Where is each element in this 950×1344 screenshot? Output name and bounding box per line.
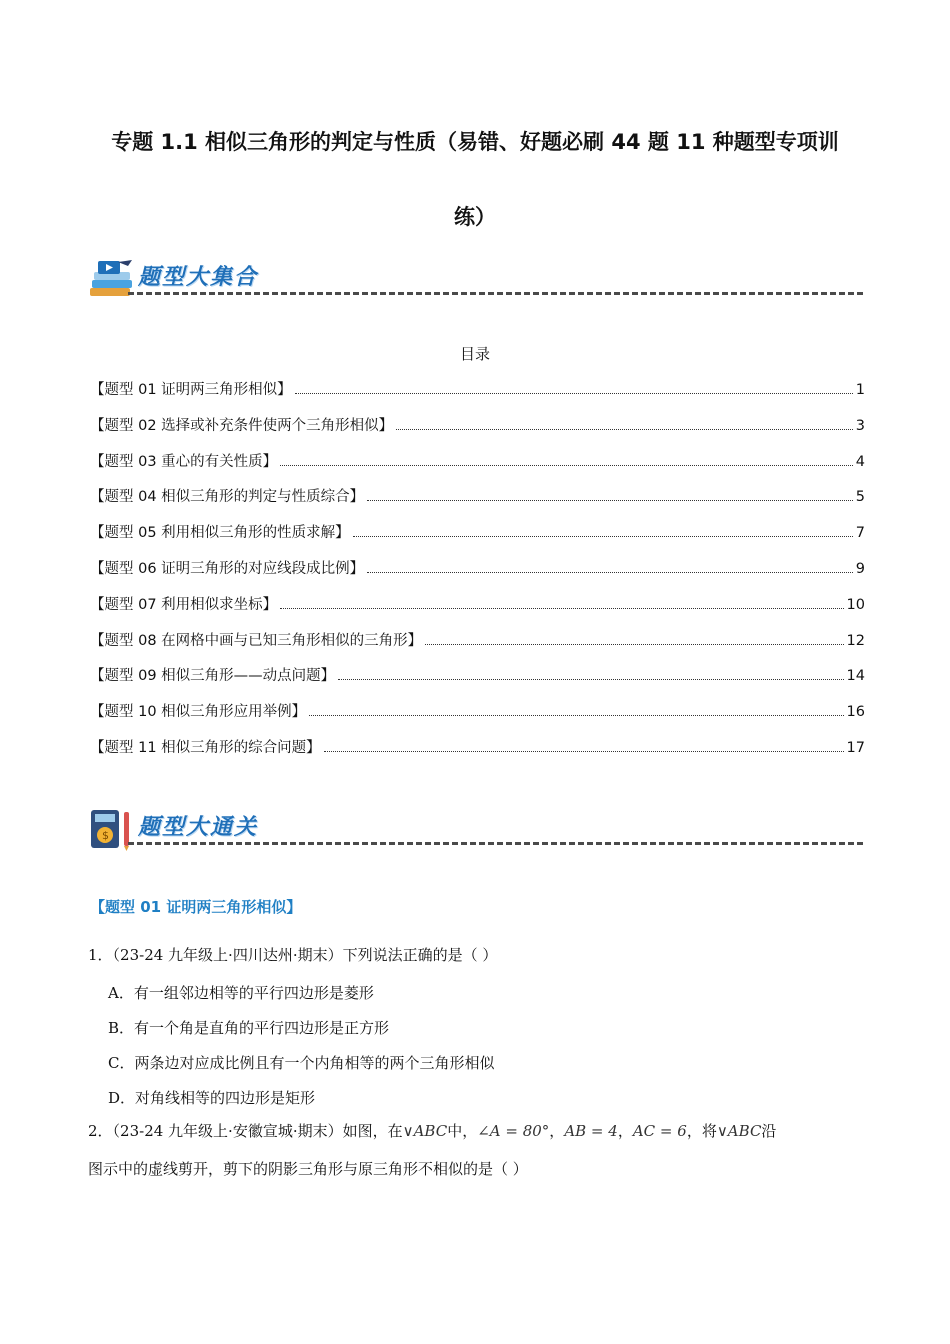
toc-leader	[324, 751, 844, 752]
question-2-stem: 2．（23-24 九年级上·安徽宣城·期末）如图，在∨ABC中，∠A = 80°，AB = 4，AC = 6，将∨ABC沿	[88, 1122, 777, 1140]
toc-item[interactable]: 【题型 08 在网格中画与已知三角形相似的三角形】 12	[90, 632, 865, 649]
toc-leader	[338, 679, 843, 680]
toc-leader	[309, 715, 843, 716]
toc-leader	[425, 644, 843, 645]
toc-page: 17	[846, 739, 865, 756]
toc-leader	[280, 465, 853, 466]
toc-page: 14	[846, 668, 865, 685]
toc-page: 16	[846, 704, 865, 721]
question-1-option-c[interactable]: C．两条边对应成比例且有一个内角相等的两个三角形相似	[108, 1054, 495, 1072]
banner-divider	[128, 842, 863, 845]
banner-title: 题型大通关	[138, 814, 259, 840]
banner-divider	[128, 292, 863, 295]
toc-item[interactable]: 【题型 02 选择或补充条件使两个三角形相似】 3	[90, 417, 865, 434]
toc-item[interactable]: 【题型 05 利用相似三角形的性质求解】 7	[90, 525, 865, 542]
toc-heading: 目录	[459, 345, 490, 363]
toc-leader	[295, 393, 853, 394]
toc-leader	[353, 536, 853, 537]
svg-text:$: $	[102, 829, 109, 842]
toc-item[interactable]: 【题型 10 相似三角形应用举例】 16	[90, 704, 865, 721]
banner-question-types	[88, 258, 863, 306]
toc-leader	[367, 572, 853, 573]
toc-leader	[367, 500, 853, 501]
triangle-abc: ∨ABC	[716, 1122, 762, 1140]
page-title-line2: 练）	[454, 205, 496, 229]
toc-item[interactable]: 【题型 01 证明两三角形相似】 1	[90, 382, 865, 398]
toc-page: 7	[855, 525, 865, 542]
question-2-stem-line2: 图示中的虚线剪开，剪下的阴影三角形与原三角形不相似的是（ ）	[88, 1160, 528, 1178]
triangle-abc: ∨ABC	[402, 1122, 448, 1140]
page-title-line1: 专题 1.1 相似三角形的判定与性质（易错、好题必刷 44 题 11 种题型专项训	[111, 130, 839, 154]
calculator-icon	[88, 808, 136, 852]
book-stack-icon	[88, 258, 136, 302]
angle-a: ∠A = 80°	[477, 1122, 550, 1140]
toc-item[interactable]: 【题型 03 重心的有关性质】 4	[90, 453, 865, 470]
toc-page: 4	[855, 453, 865, 470]
table-of-contents	[90, 378, 865, 772]
question-1-option-d[interactable]: D．对角线相等的四边形是矩形	[108, 1089, 316, 1107]
toc-page: 12	[846, 632, 865, 649]
banner-practice	[88, 808, 863, 856]
side-ab: AB = 4	[564, 1122, 618, 1140]
section-heading: 【题型 01 证明两三角形相似】	[90, 898, 302, 916]
toc-leader	[280, 608, 843, 609]
toc-item[interactable]: 【题型 06 证明三角形的对应线段成比例】 9	[90, 560, 865, 577]
question-1-option-b[interactable]: B．有一个角是直角的平行四边形是正方形	[108, 1019, 390, 1037]
toc-page: 5	[855, 489, 865, 506]
toc-leader	[396, 429, 853, 430]
side-ac: AC = 6	[632, 1122, 687, 1140]
toc-item[interactable]: 【题型 09 相似三角形——动点问题】 14	[90, 668, 865, 685]
banner-title: 题型大集合	[138, 264, 259, 290]
question-1-option-a[interactable]: A．有一组邻边相等的平行四边形是菱形	[108, 984, 374, 1002]
question-1-stem: 1．（23-24 九年级上·四川达州·期末）下列说法正确的是（ ）	[88, 946, 498, 964]
toc-page: 3	[855, 417, 865, 434]
toc-page: 10	[846, 596, 865, 613]
toc-item[interactable]: 【题型 04 相似三角形的判定与性质综合】 5	[90, 489, 865, 506]
toc-page: 1	[855, 382, 865, 398]
toc-page: 9	[855, 560, 865, 577]
toc-item[interactable]: 【题型 11 相似三角形的综合问题】 17	[90, 739, 865, 756]
toc-item[interactable]: 【题型 07 利用相似求坐标】 10	[90, 596, 865, 613]
